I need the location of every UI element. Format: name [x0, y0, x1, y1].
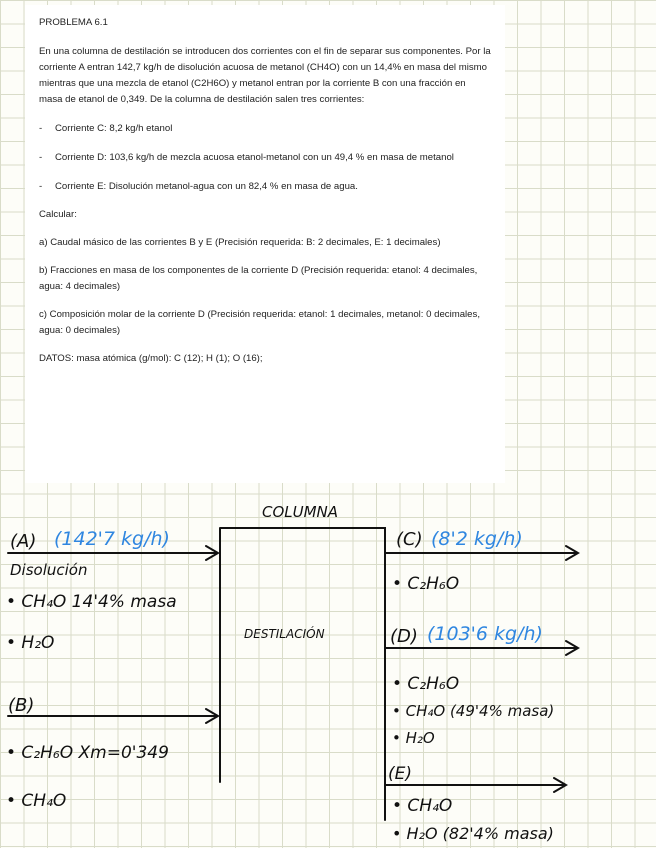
stream-b-comp2: • CH₄O [6, 791, 67, 811]
stream-d-comp3: • H₂O [392, 729, 435, 747]
stream-a-flow: (142'7 kg/h) [54, 528, 170, 550]
stream-e-arrow [386, 778, 566, 792]
stream-a-label: (A) [10, 531, 37, 552]
stream-b-arrow [8, 709, 218, 723]
problem-intro: En una columna de destilación se introducen dos corrientes con el fin de separar sus componentes. Por la corriente A entran 142,7 kg/h de disolución acuosa de metanol (CH4O) con un 14,4% en masa del mismo mientras que una mezcla de etanol (C2H6O) y metanol entran por la corriente B con una fracción en masa de etanol de 0,349. De la columna de destilación salen tres corrientes: [39, 46, 491, 105]
stream-e-comp1: • CH₄O [392, 796, 453, 816]
stream-c-text: - Corriente C: 8,2 kg/h etanol [39, 121, 491, 137]
column-middle-label: DESTILACIÓN [244, 627, 325, 641]
stream-d-flow: (103'6 kg/h) [427, 623, 543, 645]
stream-b-comp1: • C₂H₆O Xm=0'349 [6, 743, 169, 763]
stream-b-label: (B) [8, 695, 35, 716]
stream-e-text: - Corriente E: Disolución metanol-agua con un 82,4 % en masa de agua. [39, 179, 491, 195]
question-a: a) Caudal másico de las corrientes B y E (Precisión requerida: B: 2 decimales, E: 1 decimales) [39, 237, 441, 248]
question-b: b) Fracciones en masa de los componentes de la corriente D (Precisión requerida: etanol: 4 decimales, agua: 4 decimales) [39, 265, 478, 292]
stream-a-comp2: • H₂O [6, 633, 55, 653]
calcular-label: Calcular: [39, 209, 77, 220]
stream-a-desc: Disolución [10, 561, 88, 579]
stream-d-comp1: • C₂H₆O [392, 674, 460, 694]
stream-a-comp1: • CH₄O 14'4% masa [6, 592, 177, 612]
stream-c-label: (C) [396, 529, 423, 550]
column-box [220, 528, 385, 782]
stream-c-comp1: • C₂H₆O [392, 574, 460, 594]
stream-e-comp2: • H₂O (82'4% masa) [392, 824, 554, 843]
stream-d-comp2: • CH₄O (49'4% masa) [392, 702, 555, 720]
column-top-label: COLUMNA [262, 503, 339, 521]
stream-e-label: (E) [388, 764, 413, 784]
stream-d-text: - Corriente D: 103,6 kg/h de mezcla acuosa etanol-metanol con un 49,4 % en masa de metanol [39, 150, 491, 166]
datos-text: DATOS: masa atómica (g/mol): C (12); H (1); O (16); [39, 353, 263, 364]
stream-c-flow: (8'2 kg/h) [431, 528, 523, 550]
problem-title: PROBLEMA 6.1 [39, 17, 108, 28]
stream-d-label: (D) [390, 626, 418, 647]
question-c: c) Composición molar de la corriente D (Precisión requerida: etanol: 1 decimales, metanol: 0 decimales, agua: 0 decimales) [39, 309, 480, 336]
